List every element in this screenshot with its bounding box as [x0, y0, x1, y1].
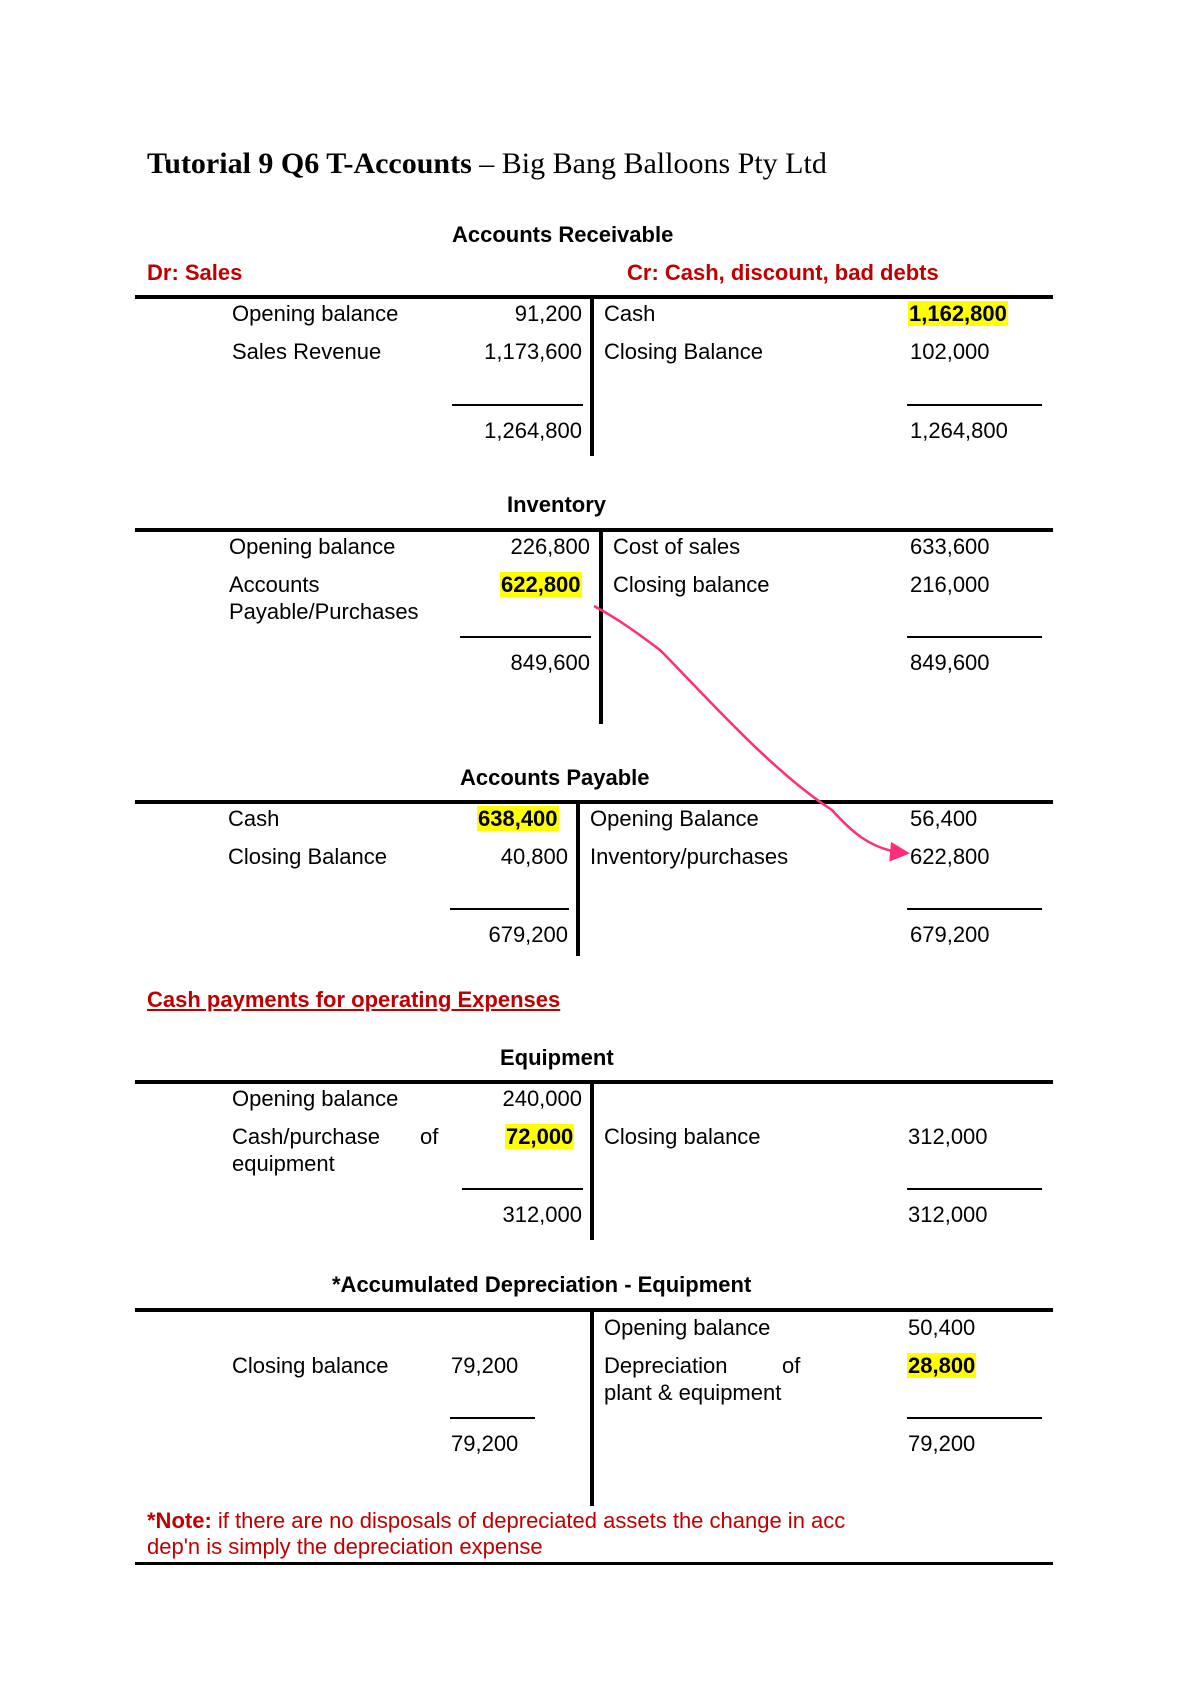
ad-top-rule — [135, 1308, 1053, 1312]
eq-right-amount: 312,000 — [908, 1124, 988, 1149]
inv-left-amount: 622,800 — [501, 572, 581, 597]
inv-left-subtotal-rule — [460, 636, 591, 638]
page-title — [147, 146, 827, 182]
inv-left-total: 849,600 — [510, 650, 590, 675]
eq-left-label-line2: equipment — [232, 1151, 335, 1176]
footnote — [147, 1508, 947, 1560]
page-title-rest: – Big Bang Balloons Pty Ltd — [471, 147, 827, 180]
inv-left-label: Accounts — [229, 572, 320, 597]
footnote-bold: *Note: — [147, 1508, 212, 1533]
inv-center-rule — [599, 530, 603, 724]
eq-top-rule — [135, 1080, 1053, 1084]
eq-left-label: Opening balance — [232, 1086, 399, 1111]
footnote-text-line2: dep'n is simply the depreciation expense — [147, 1534, 543, 1559]
ar-left-amount: 91,200 — [514, 301, 582, 326]
ap-left-amount-highlight — [477, 806, 559, 832]
ap-center-rule — [576, 802, 580, 956]
ar-top-rule — [135, 295, 1053, 299]
ap-right-subtotal-rule — [907, 908, 1042, 910]
eq-left-subtotal-rule — [462, 1188, 583, 1190]
ar-left-amount: 1,173,600 — [484, 339, 582, 364]
ar-right-subtotal-rule — [907, 404, 1042, 406]
inv-right-label: Cost of sales — [613, 534, 741, 559]
ap-left-amount: 40,800 — [500, 844, 568, 869]
ad-right-amount: 28,800 — [908, 1353, 976, 1378]
ap-left-label: Cash — [228, 806, 280, 831]
ad-right-label: Depreciation — [604, 1353, 728, 1378]
bottom-rule — [135, 1562, 1053, 1565]
eq-left-label-of: of — [420, 1124, 439, 1149]
page-title-bold: Tutorial 9 Q6 T-Accounts — [147, 147, 472, 180]
ad-left-subtotal-rule — [450, 1417, 535, 1419]
eq-center-rule — [590, 1082, 594, 1240]
ar-left-subtotal-rule — [452, 404, 583, 406]
footnote-line1 — [147, 1508, 947, 1534]
ad-left-total: 79,200 — [451, 1431, 519, 1456]
eq-right-label: Closing balance — [604, 1124, 761, 1149]
inv-right-total: 849,600 — [910, 650, 990, 675]
ad-right-amount: 50,400 — [908, 1315, 976, 1340]
ar-right-total: 1,264,800 — [910, 418, 1008, 443]
inv-left-amount: 226,800 — [510, 534, 590, 559]
eq-right-total: 312,000 — [908, 1202, 988, 1227]
ar-right-amount: 102,000 — [910, 339, 990, 364]
ar-left-label: Sales Revenue — [232, 339, 382, 364]
eq-left-total: 312,000 — [502, 1202, 582, 1227]
inv-right-amount: 633,600 — [910, 534, 990, 559]
ar-right-label: Closing Balance — [604, 339, 763, 364]
inv-right-amount: 216,000 — [910, 572, 990, 597]
ad-right-label-line2: plant & equipment — [604, 1380, 782, 1405]
cash-payments-note: Cash payments for operating Expenses — [147, 987, 561, 1012]
ap-heading: Accounts Payable — [460, 765, 650, 790]
ap-left-label: Closing Balance — [228, 844, 387, 869]
eq-right-subtotal-rule — [907, 1188, 1042, 1190]
ad-right-amount-highlight — [907, 1353, 976, 1379]
ap-right-amount: 56,400 — [910, 806, 978, 831]
ad-right-total: 79,200 — [908, 1431, 976, 1456]
ar-left-label: Opening balance — [232, 301, 399, 326]
ar-cr-label: Cr: Cash, discount, bad debts — [627, 260, 939, 285]
ap-left-total: 679,200 — [488, 922, 568, 947]
ar-right-amount: 1,162,800 — [909, 301, 1007, 326]
inv-heading: Inventory — [507, 492, 607, 517]
ap-right-total: 679,200 — [910, 922, 990, 947]
footnote-text-line1: if there are no disposals of depreciated assets the change in acc — [211, 1508, 846, 1533]
ad-center-rule — [590, 1310, 594, 1506]
ap-right-label: Inventory/purchases — [590, 844, 789, 869]
ar-right-label: Cash — [604, 301, 656, 326]
ar-dr-label: Dr: Sales — [147, 260, 243, 285]
ad-heading: *Accumulated Depreciation - Equipment — [332, 1272, 752, 1297]
ap-right-label: Opening Balance — [590, 806, 759, 831]
inv-right-subtotal-rule — [907, 636, 1042, 638]
ap-left-subtotal-rule — [450, 908, 569, 910]
ar-left-total: 1,264,800 — [484, 418, 582, 443]
ad-right-label-of: of — [782, 1353, 801, 1378]
eq-left-label: Cash/purchase — [232, 1124, 380, 1149]
inv-right-label: Closing balance — [613, 572, 770, 597]
ar-right-amount-highlight — [908, 301, 1008, 327]
ap-left-amount: 638,400 — [478, 806, 558, 831]
ad-left-label: Closing balance — [232, 1353, 389, 1378]
inv-top-rule — [135, 528, 1053, 532]
inv-left-amount-highlight — [500, 572, 582, 598]
eq-heading: Equipment — [500, 1045, 614, 1070]
ar-center-rule — [590, 297, 594, 456]
ar-heading: Accounts Receivable — [452, 222, 674, 247]
ap-right-amount: 622,800 — [910, 844, 990, 869]
ad-right-subtotal-rule — [907, 1417, 1042, 1419]
inv-left-label-line2: Payable/Purchases — [229, 599, 419, 624]
eq-left-amount: 72,000 — [506, 1124, 574, 1149]
eq-left-amount: 240,000 — [502, 1086, 582, 1111]
ad-right-label: Opening balance — [604, 1315, 771, 1340]
eq-left-amount-highlight — [505, 1124, 574, 1150]
ap-top-rule — [135, 800, 1053, 804]
inv-left-label: Opening balance — [229, 534, 396, 559]
ad-left-amount: 79,200 — [451, 1353, 519, 1378]
